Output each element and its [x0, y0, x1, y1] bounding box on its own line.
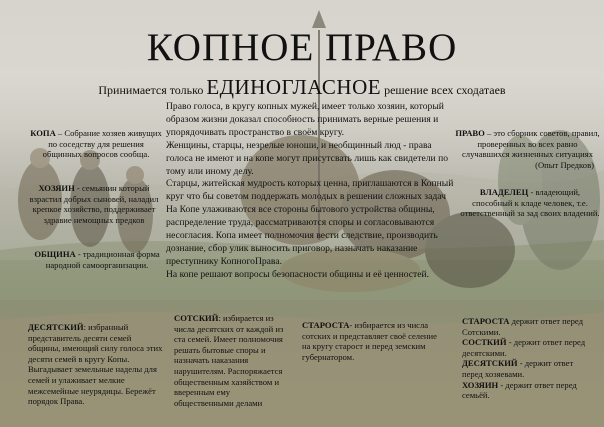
subtitle-post: решение всех сходатаев: [384, 83, 506, 97]
text-khozyain: - семьянин который взрастил добрых сыновей, наладил крепкое хозяйство, поддерживает здравие немощных предков: [29, 183, 159, 225]
page-title: КОПНОЕ ПРАВО: [146, 26, 458, 69]
accountability-item: [462, 337, 592, 358]
text-vladelets: - владеющий, способный к кладе человек, т.е. ответственный за зад своих владений.: [460, 187, 600, 219]
accountability-term: ХОЗЯИН: [462, 379, 499, 390]
subtitle-emphasis: ЕДИНОГЛАСНОЕ: [206, 75, 382, 99]
accountability-text: - держит ответ перед десятскими.: [462, 337, 586, 358]
definition-obshchina: [34, 249, 160, 270]
accountability-item: [462, 316, 592, 337]
term-kopa: КОПА: [30, 128, 56, 138]
definition-desyatsky: [28, 322, 164, 407]
page-subtitle: [0, 76, 604, 101]
accountability-text: - держит ответ перед семьёй.: [462, 379, 577, 401]
text-pravo: – это сборник советов, правил, проверенных во всех равно случавшихся жизненных ситуациях: [461, 128, 600, 160]
pravo-source: (Опыт Предков): [535, 159, 594, 170]
term-pravo: ПРАВО: [455, 128, 485, 138]
definition-khozyain: [28, 183, 160, 225]
definition-kopa: [30, 128, 162, 160]
center-paragraph-2: Женщины, старцы, незрелые юноши, и необщинный люд - права голоса не имеют и на копе могут присутсвать лишь как свидетели по тому или иному делу.: [166, 139, 449, 177]
text-desyatsky: : избранный представитель десяти семей общины, имеющий силу голоса этих десяти семей в кругу Копы. Выгадывает земельные наделы для семей и улаживает мелкие межсемейные неурядицы. Бережёт порядок Права.: [28, 322, 163, 407]
definition-pravo: [455, 128, 600, 170]
center-paragraph-3: Старцы, житейская мудрость которых ценна, приглашаются в Копный круг что бы советом поддержать молодых в решении сложных задач: [166, 178, 454, 203]
term-obshchina: ОБЩИНА: [34, 249, 76, 259]
accountability-term: СТАРОСТА: [462, 316, 510, 326]
center-text: [166, 101, 456, 282]
center-paragraph-1: Право голоса, в кругу копных мужей, имеет только хозяин, который образом жизни доказал способность принимать верные решения и упорядочивать пространство в своём кругу.: [166, 101, 444, 138]
text-obshchina: - традиционная форма народной самоорганизации.: [45, 249, 160, 270]
accountability-list: [462, 316, 592, 401]
center-paragraph-4: На Копе улаживаются все стороны бытового устройства общины, распределение труда, рассматриваются споры и согласовываются несогласия. Копа имеет полномочия вести следствие, производить дознание, сбор улик выносить приговор, назначать наказание преступнику КопногоПрава.: [166, 204, 438, 267]
accountability-item: [462, 380, 592, 401]
term-starosta: СТАРОСТА: [302, 320, 350, 330]
definition-sotsky: [174, 313, 286, 408]
term-khozyain: ХОЗЯИН: [38, 183, 75, 193]
term-desyatsky: ДЕСЯТСКИЙ: [28, 322, 84, 332]
definition-vladelets: [460, 187, 600, 219]
subtitle-pre: Принимается только: [98, 83, 204, 97]
center-paragraph-5: На копе решают вопросы безопасности общины и её ценностей.: [166, 268, 430, 280]
text-kopa: – Собрание хозяев живущих по соседству для решения общинных вопросов сообща.: [42, 128, 162, 160]
accountability-text: - держит ответ перед хозяевами.: [462, 358, 574, 379]
term-vladelets: ВЛАДЕЛЕЦ: [479, 187, 529, 197]
accountability-text: держит ответ перед Сотскими.: [462, 316, 583, 337]
text-starosta: - избирается из числа сотских и представляет своё селение на кругу старост и перед земским губернатором.: [302, 320, 437, 362]
accountability-term: ДЕСЯТСКИЙ: [462, 358, 518, 369]
definition-starosta: [302, 320, 444, 362]
term-sotsky: СОТСКИЙ: [174, 313, 219, 323]
text-sotsky: : избирается из числа десятских от каждой из ста семей. Имеет полномочия решать бытовые споры и назначать наказания нарушителям. Распоряжается общественным хазяйством и вверенным ему общественными делами: [174, 313, 284, 408]
accountability-item: [462, 358, 592, 379]
accountability-term: СОСТКИЙ: [462, 337, 507, 348]
